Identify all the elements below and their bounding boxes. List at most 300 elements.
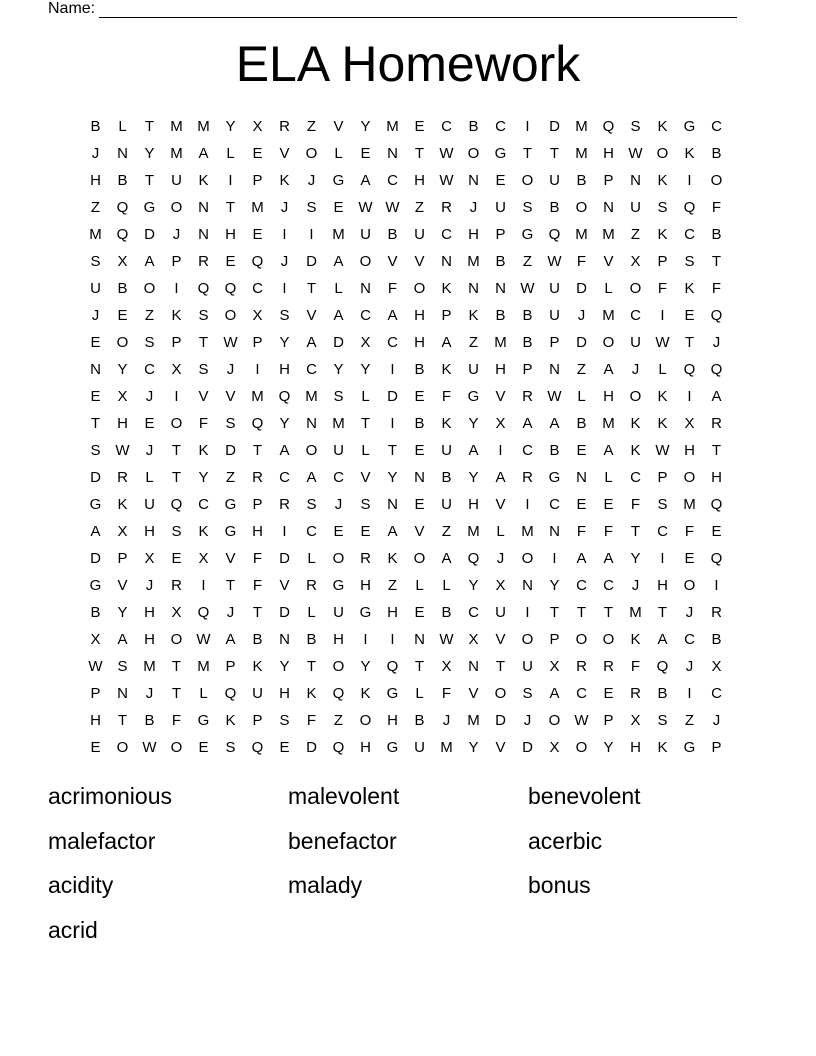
page-title: ELA Homework bbox=[235, 36, 581, 92]
grid-letter: Y bbox=[360, 361, 371, 378]
grid-letter: P bbox=[252, 496, 263, 513]
grid-letter: J bbox=[523, 712, 532, 729]
grid-letter: S bbox=[657, 712, 668, 729]
grid-letter: L bbox=[415, 577, 424, 594]
grid-letter: H bbox=[603, 145, 614, 162]
grid-letter: Y bbox=[468, 469, 479, 486]
grid-letter: K bbox=[441, 361, 452, 378]
grid-letter: T bbox=[576, 604, 587, 621]
grid-letter: X bbox=[549, 658, 560, 675]
grid-letter: C bbox=[495, 118, 506, 135]
grid-letter: B bbox=[441, 604, 452, 621]
grid-letter: E bbox=[576, 442, 587, 459]
grid-letter: E bbox=[495, 172, 506, 189]
grid-letter: I bbox=[525, 496, 530, 513]
grid-letter: Y bbox=[279, 415, 290, 432]
grid-letter: T bbox=[549, 604, 560, 621]
grid-letter: W bbox=[439, 145, 454, 162]
grid-letter: N bbox=[549, 523, 560, 540]
grid-letter: O bbox=[170, 631, 183, 648]
grid-letter: H bbox=[90, 172, 101, 189]
grid-letter: V bbox=[198, 388, 209, 405]
grid-letter: R bbox=[171, 577, 182, 594]
word-list-item: acrid bbox=[48, 916, 98, 943]
grid-letter: J bbox=[91, 307, 100, 324]
grid-letter: B bbox=[711, 631, 722, 648]
grid-letter: M bbox=[629, 604, 642, 621]
grid-letter: E bbox=[90, 334, 101, 351]
grid-letter: Q bbox=[332, 685, 345, 702]
grid-letter: I bbox=[309, 226, 314, 243]
grid-letter: P bbox=[549, 334, 560, 351]
grid-letter: I bbox=[687, 172, 692, 189]
grid-letter: O bbox=[359, 712, 372, 729]
grid-letter: O bbox=[359, 253, 372, 270]
grid-letter: O bbox=[305, 442, 318, 459]
grid-letter: H bbox=[414, 334, 425, 351]
grid-letter: B bbox=[522, 307, 533, 324]
grid-letter: D bbox=[576, 334, 587, 351]
grid-letter: N bbox=[360, 280, 371, 297]
grid-letter: T bbox=[522, 145, 533, 162]
grid-letter: K bbox=[684, 145, 695, 162]
grid-letter: H bbox=[144, 604, 155, 621]
grid-letter: U bbox=[360, 226, 371, 243]
grid-letter: E bbox=[333, 199, 344, 216]
grid-letter: F bbox=[603, 523, 614, 540]
grid-letter: M bbox=[602, 307, 615, 324]
grid-letter: V bbox=[495, 388, 506, 405]
grid-letter: O bbox=[602, 631, 615, 648]
grid-letter: M bbox=[602, 415, 615, 432]
grid-letter: G bbox=[467, 388, 480, 405]
grid-letter: Q bbox=[251, 415, 264, 432]
grid-letter: A bbox=[306, 334, 317, 351]
grid-letter: H bbox=[630, 739, 641, 756]
grid-letter: F bbox=[711, 280, 722, 297]
grid-letter: X bbox=[198, 550, 209, 567]
grid-letter: G bbox=[386, 685, 399, 702]
grid-letter: A bbox=[468, 442, 479, 459]
grid-letter: H bbox=[495, 361, 506, 378]
grid-letter: B bbox=[657, 685, 668, 702]
grid-letter: B bbox=[414, 415, 425, 432]
grid-letter: C bbox=[360, 307, 371, 324]
grid-letter: T bbox=[684, 334, 695, 351]
grid-letter: A bbox=[522, 415, 533, 432]
grid-letter: W bbox=[520, 280, 535, 297]
grid-letter: L bbox=[118, 118, 127, 135]
grid-letter: Y bbox=[117, 604, 128, 621]
grid-letter: U bbox=[468, 361, 479, 378]
grid-letter: K bbox=[117, 496, 128, 513]
word-list-item: acidity bbox=[48, 872, 114, 898]
grid-letter: C bbox=[549, 496, 560, 513]
grid-letter: R bbox=[279, 118, 290, 135]
grid-letter: C bbox=[522, 442, 533, 459]
grid-letter: S bbox=[225, 415, 236, 432]
grid-letter: X bbox=[171, 361, 182, 378]
grid-letter: T bbox=[414, 658, 425, 675]
grid-letter: S bbox=[198, 307, 209, 324]
grid-letter: M bbox=[197, 658, 210, 675]
grid-letter: P bbox=[225, 658, 236, 675]
grid-letter: A bbox=[441, 334, 452, 351]
grid-letter: D bbox=[90, 469, 101, 486]
grid-letter: C bbox=[252, 280, 263, 297]
grid-letter: A bbox=[306, 469, 317, 486]
grid-letter: E bbox=[225, 253, 236, 270]
grid-letter: M bbox=[440, 739, 453, 756]
grid-letter: Z bbox=[684, 712, 695, 729]
grid-letter: M bbox=[467, 523, 480, 540]
grid-letter: B bbox=[576, 172, 587, 189]
grid-letter: V bbox=[225, 550, 236, 567]
grid-letter: T bbox=[90, 415, 101, 432]
grid-letter: U bbox=[144, 496, 155, 513]
grid-letter: W bbox=[196, 631, 211, 648]
grid-letter: I bbox=[525, 604, 530, 621]
grid-letter: H bbox=[414, 172, 425, 189]
grid-letter: S bbox=[684, 253, 695, 270]
grid-letter: E bbox=[603, 496, 614, 513]
grid-letter: F bbox=[711, 199, 722, 216]
grid-letter: J bbox=[226, 604, 235, 621]
grid-letter: G bbox=[89, 496, 102, 513]
grid-letter: S bbox=[198, 361, 209, 378]
grid-letter: I bbox=[174, 280, 179, 297]
grid-letter: A bbox=[387, 307, 398, 324]
grid-letter: M bbox=[89, 226, 102, 243]
grid-letter: W bbox=[655, 334, 670, 351]
grid-letter: E bbox=[144, 415, 155, 432]
grid-letter: U bbox=[171, 172, 182, 189]
grid-letter: M bbox=[170, 145, 183, 162]
grid-letter: H bbox=[90, 712, 101, 729]
grid-letter: X bbox=[549, 739, 560, 756]
grid-letter: O bbox=[575, 199, 588, 216]
grid-letter: J bbox=[712, 334, 721, 351]
grid-letter: L bbox=[496, 523, 505, 540]
grid-letter: T bbox=[171, 658, 182, 675]
grid-letter: C bbox=[684, 631, 695, 648]
name-blank-line bbox=[99, 3, 737, 18]
grid-letter: Q bbox=[710, 496, 723, 513]
grid-letter: C bbox=[711, 685, 722, 702]
grid-letter: K bbox=[198, 442, 209, 459]
grid-letter: F bbox=[198, 415, 209, 432]
grid-letter: U bbox=[549, 280, 560, 297]
grid-letter: C bbox=[387, 172, 398, 189]
grid-letter: H bbox=[144, 631, 155, 648]
grid-letter: O bbox=[602, 334, 615, 351]
grid-letter: R bbox=[576, 658, 587, 675]
grid-letter: T bbox=[252, 442, 263, 459]
grid-letter: J bbox=[307, 172, 316, 189]
grid-letter: U bbox=[522, 658, 533, 675]
grid-letter: H bbox=[603, 388, 614, 405]
word-list-item: acerbic bbox=[528, 827, 603, 854]
grid-letter: M bbox=[575, 118, 588, 135]
grid-letter: E bbox=[252, 226, 263, 243]
grid-letter: E bbox=[117, 307, 128, 324]
grid-letter: F bbox=[252, 577, 263, 594]
grid-letter: M bbox=[332, 226, 345, 243]
grid-letter: X bbox=[495, 577, 506, 594]
grid-letter: W bbox=[439, 172, 454, 189]
grid-letter: G bbox=[683, 118, 696, 135]
grid-letter: X bbox=[360, 334, 371, 351]
grid-letter: V bbox=[468, 685, 479, 702]
grid-letter: K bbox=[657, 226, 668, 243]
grid-letter: T bbox=[171, 469, 182, 486]
grid-letter: Z bbox=[441, 523, 452, 540]
grid-letter: D bbox=[279, 604, 290, 621]
grid-letter: M bbox=[467, 712, 480, 729]
grid-letter: T bbox=[225, 199, 236, 216]
word-list-item: acrimonious bbox=[48, 783, 172, 809]
grid-letter: C bbox=[306, 361, 317, 378]
grid-letter: T bbox=[144, 172, 155, 189]
grid-letter: W bbox=[655, 442, 670, 459]
grid-letter: U bbox=[414, 739, 425, 756]
grid-letter: Z bbox=[144, 307, 155, 324]
grid-letter: F bbox=[171, 712, 182, 729]
grid-letter: W bbox=[115, 442, 130, 459]
grid-letter: Y bbox=[333, 361, 344, 378]
grid-letter: S bbox=[225, 739, 236, 756]
grid-letter: E bbox=[198, 739, 209, 756]
grid-letter: A bbox=[144, 253, 155, 270]
grid-letter: M bbox=[386, 118, 399, 135]
grid-letter: A bbox=[711, 388, 722, 405]
grid-letter: C bbox=[576, 577, 587, 594]
grid-letter: H bbox=[225, 226, 236, 243]
grid-letter: A bbox=[333, 307, 344, 324]
grid-letter: D bbox=[549, 118, 560, 135]
grid-letter: T bbox=[711, 253, 722, 270]
grid-letter: X bbox=[495, 415, 506, 432]
grid-letter: Y bbox=[144, 145, 155, 162]
grid-letter: C bbox=[630, 307, 641, 324]
grid-letter: O bbox=[116, 334, 129, 351]
grid-letter: Q bbox=[656, 658, 669, 675]
grid-letter: U bbox=[441, 442, 452, 459]
grid-letter: Q bbox=[710, 361, 723, 378]
grid-letter: Q bbox=[170, 496, 183, 513]
grid-letter: V bbox=[414, 253, 425, 270]
grid-letter: H bbox=[711, 469, 722, 486]
grid-letter: T bbox=[252, 604, 263, 621]
grid-letter: B bbox=[468, 118, 479, 135]
grid-letter: A bbox=[333, 253, 344, 270]
grid-letter: G bbox=[359, 604, 372, 621]
grid-letter: T bbox=[630, 523, 641, 540]
grid-letter: C bbox=[198, 496, 209, 513]
grid-letter: T bbox=[495, 658, 506, 675]
grid-letter: Y bbox=[360, 658, 371, 675]
grid-letter: E bbox=[576, 496, 587, 513]
grid-letter: I bbox=[390, 415, 395, 432]
grid-letter: C bbox=[711, 118, 722, 135]
grid-letter: B bbox=[252, 631, 263, 648]
grid-letter: A bbox=[549, 415, 560, 432]
grid-letter: N bbox=[414, 469, 425, 486]
grid-letter: C bbox=[630, 469, 641, 486]
grid-letter: C bbox=[468, 604, 479, 621]
grid-letter: K bbox=[468, 307, 479, 324]
grid-letter: Z bbox=[387, 577, 398, 594]
grid-letter: X bbox=[711, 658, 722, 675]
grid-letter: T bbox=[387, 442, 398, 459]
grid-letter: T bbox=[306, 658, 317, 675]
grid-letter: L bbox=[604, 469, 613, 486]
grid-letter: K bbox=[684, 280, 695, 297]
grid-letter: K bbox=[198, 523, 209, 540]
grid-letter: X bbox=[630, 712, 641, 729]
grid-letter: G bbox=[332, 577, 345, 594]
grid-letter: J bbox=[226, 361, 235, 378]
grid-letter: O bbox=[683, 577, 696, 594]
grid-letter: P bbox=[495, 226, 506, 243]
grid-letter: Z bbox=[333, 712, 344, 729]
grid-letter: G bbox=[548, 469, 561, 486]
grid-letter: Q bbox=[251, 253, 264, 270]
grid-letter: N bbox=[117, 145, 128, 162]
grid-letter: G bbox=[89, 577, 102, 594]
grid-letter: F bbox=[576, 523, 587, 540]
grid-letter: G bbox=[494, 145, 507, 162]
grid-letter: W bbox=[547, 253, 562, 270]
grid-letter: O bbox=[710, 172, 723, 189]
grid-letter: K bbox=[630, 442, 641, 459]
grid-letter: C bbox=[603, 577, 614, 594]
grid-letter: O bbox=[332, 550, 345, 567]
grid-letter: Q bbox=[683, 361, 696, 378]
grid-letter: T bbox=[171, 685, 182, 702]
grid-letter: P bbox=[117, 550, 128, 567]
grid-letter: V bbox=[306, 307, 317, 324]
grid-letter: I bbox=[201, 577, 206, 594]
grid-letter: P bbox=[603, 712, 614, 729]
grid-letter: M bbox=[332, 415, 345, 432]
grid-letter: Y bbox=[603, 739, 614, 756]
grid-letter: G bbox=[143, 199, 156, 216]
grid-letter: W bbox=[223, 334, 238, 351]
grid-letter: N bbox=[306, 415, 317, 432]
grid-letter: K bbox=[657, 118, 668, 135]
grid-letter: T bbox=[360, 415, 371, 432]
grid-letter: V bbox=[387, 253, 398, 270]
grid-letter: R bbox=[522, 469, 533, 486]
grid-letter: J bbox=[280, 199, 289, 216]
grid-letter: R bbox=[711, 415, 722, 432]
grid-letter: J bbox=[631, 361, 640, 378]
grid-letter: O bbox=[521, 172, 534, 189]
grid-letter: C bbox=[441, 118, 452, 135]
grid-letter: C bbox=[333, 469, 344, 486]
grid-letter: U bbox=[495, 604, 506, 621]
grid-letter: A bbox=[549, 685, 560, 702]
grid-letter: S bbox=[90, 442, 101, 459]
grid-letter: O bbox=[413, 550, 426, 567]
grid-letter: P bbox=[171, 253, 182, 270]
grid-letter: Q bbox=[116, 226, 129, 243]
grid-letter: T bbox=[306, 280, 317, 297]
grid-letter: K bbox=[441, 415, 452, 432]
grid-letter: A bbox=[657, 631, 668, 648]
grid-letter: F bbox=[657, 280, 668, 297]
grid-letter: M bbox=[575, 145, 588, 162]
grid-letter: N bbox=[117, 685, 128, 702]
grid-letter: Q bbox=[197, 280, 210, 297]
grid-letter: N bbox=[279, 631, 290, 648]
grid-letter: M bbox=[170, 118, 183, 135]
grid-letter: V bbox=[495, 496, 506, 513]
grid-letter: F bbox=[576, 253, 587, 270]
grid-letter: Y bbox=[468, 415, 479, 432]
grid-letter: U bbox=[549, 307, 560, 324]
grid-letter: T bbox=[657, 604, 668, 621]
grid-letter: B bbox=[117, 280, 128, 297]
word-list-item: malady bbox=[288, 872, 363, 898]
grid-letter: W bbox=[88, 658, 103, 675]
word-list-item: benevolent bbox=[528, 783, 641, 809]
grid-letter: L bbox=[361, 442, 370, 459]
grid-letter: J bbox=[496, 550, 505, 567]
grid-letter: X bbox=[90, 631, 101, 648]
grid-letter: P bbox=[252, 172, 263, 189]
grid-letter: U bbox=[549, 172, 560, 189]
grid-letter: C bbox=[684, 226, 695, 243]
grid-letter: Y bbox=[198, 469, 209, 486]
grid-letter: R bbox=[117, 469, 128, 486]
grid-letter: H bbox=[144, 523, 155, 540]
grid-letter: V bbox=[225, 388, 236, 405]
grid-letter: C bbox=[387, 334, 398, 351]
grid-letter: I bbox=[552, 550, 557, 567]
grid-letter: S bbox=[522, 685, 533, 702]
grid-letter: K bbox=[198, 172, 209, 189]
grid-letter: K bbox=[225, 712, 236, 729]
grid-letter: B bbox=[414, 361, 425, 378]
grid-letter: A bbox=[603, 550, 614, 567]
grid-letter: E bbox=[414, 442, 425, 459]
grid-letter: U bbox=[630, 334, 641, 351]
grid-letter: D bbox=[495, 712, 506, 729]
grid-letter: O bbox=[521, 631, 534, 648]
grid-letter: A bbox=[576, 550, 587, 567]
grid-letter: P bbox=[657, 253, 668, 270]
grid-letter: W bbox=[385, 199, 400, 216]
grid-letter: B bbox=[306, 631, 317, 648]
grid-letter: H bbox=[360, 577, 371, 594]
grid-letter: D bbox=[90, 550, 101, 567]
grid-letter: J bbox=[145, 577, 154, 594]
grid-letter: A bbox=[441, 550, 452, 567]
grid-letter: U bbox=[495, 199, 506, 216]
grid-letter: J bbox=[631, 577, 640, 594]
grid-letter: L bbox=[415, 685, 424, 702]
grid-letter: O bbox=[575, 739, 588, 756]
grid-letter: E bbox=[684, 307, 695, 324]
grid-letter: P bbox=[522, 361, 533, 378]
grid-letter: R bbox=[306, 577, 317, 594]
grid-letter: K bbox=[441, 280, 452, 297]
grid-letter: K bbox=[630, 415, 641, 432]
grid-letter: E bbox=[333, 523, 344, 540]
grid-letter: V bbox=[279, 577, 290, 594]
